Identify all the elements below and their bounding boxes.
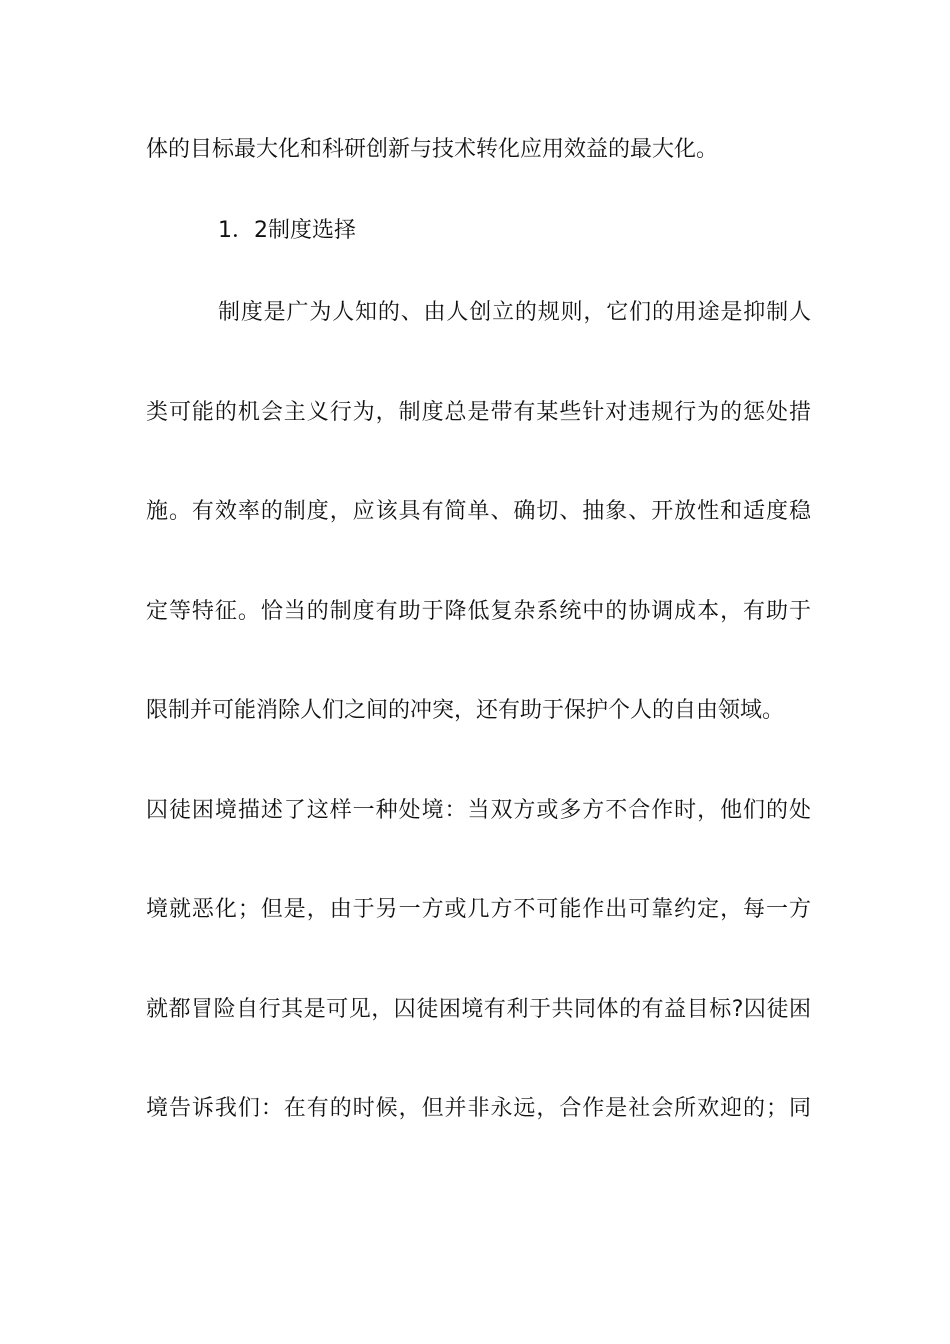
section-heading: 1．2制度选择 <box>218 218 356 243</box>
paragraph-line: 就都冒险自行其是可见，囚徒困境有利于共同体的有益目标?囚徒困 <box>146 997 811 1022</box>
paragraph-line: 境就恶化；但是，由于另一方或几方不可能作出可靠约定，每一方 <box>146 897 811 922</box>
paragraph-line: 施。有效率的制度，应该具有简单、确切、抽象、开放性和适度稳 <box>146 499 811 524</box>
paragraph-line: 制度是广为人知的、由人创立的规则，它们的用途是抑制人 <box>218 300 811 325</box>
paragraph-line: 类可能的机会主义行为，制度总是带有某些针对违规行为的惩处措 <box>146 400 811 425</box>
paragraph-line: 境告诉我们：在有的时候，但并非永远，合作是社会所欢迎的；同 <box>146 1096 811 1121</box>
paragraph-line: 定等特征。恰当的制度有助于降低复杂系统中的协调成本，有助于 <box>146 599 811 624</box>
paragraph-line: 体的目标最大化和科研创新与技术转化应用效益的最大化。 <box>146 137 719 162</box>
paragraph-line: 限制并可能消除人们之间的冲突，还有助于保护个人的自由领域。 <box>146 698 785 723</box>
paragraph-line: 囚徒困境描述了这样一种处境：当双方或多方不合作时，他们的处 <box>146 798 811 823</box>
